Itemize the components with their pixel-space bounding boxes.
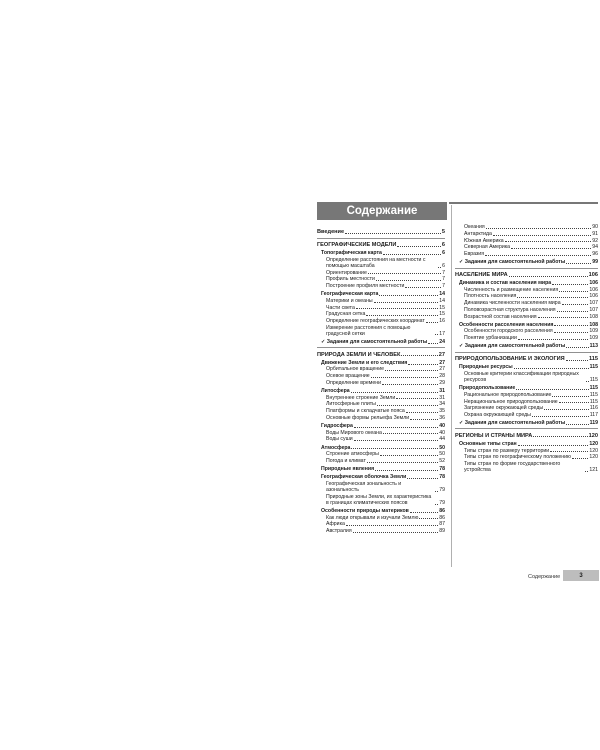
toc-entry-title: Природные ресурсы — [459, 364, 513, 371]
toc-entry[interactable] — [455, 251, 598, 258]
toc-entry-title: ГЕОГРАФИЧЕСКИЕ МОДЕЛИ — [317, 241, 397, 248]
leader-dots — [374, 302, 439, 303]
leader-dots — [419, 518, 438, 519]
toc-entry[interactable] — [455, 441, 598, 448]
toc-entry[interactable] — [317, 444, 445, 451]
toc-entry-page: 106 — [589, 293, 598, 300]
toc-entry-title: Градусная сетка — [326, 311, 366, 318]
toc-entry[interactable] — [455, 280, 598, 287]
toc-entry-page: 15 — [439, 311, 445, 318]
toc-entry-page: 115 — [589, 364, 598, 371]
toc-entry-title: Строение атмосферы — [326, 451, 379, 458]
toc-entry[interactable] — [455, 447, 598, 454]
leader-dots — [559, 291, 588, 292]
leader-dots — [356, 308, 438, 309]
leader-dots — [353, 532, 439, 533]
toc-entry-page: 27 — [439, 359, 445, 366]
toc-entry[interactable] — [455, 313, 598, 320]
toc-entry-page: 27 — [438, 351, 445, 358]
leader-dots — [514, 368, 589, 369]
leader-dots — [566, 263, 591, 264]
toc-entry-page: 15 — [439, 304, 445, 311]
toc-entry[interactable] — [317, 415, 445, 422]
toc-entry[interactable] — [317, 311, 445, 318]
toc-entry-page: 14 — [439, 291, 445, 298]
toc-entry-page: 78 — [439, 474, 445, 481]
toc-entry-title: Топографическая карта — [321, 250, 382, 257]
toc-entry[interactable] — [455, 300, 598, 307]
leader-dots — [351, 392, 439, 393]
leader-dots — [552, 284, 588, 285]
toc-entry-title: Типы стран по форме государственного устройства — [464, 461, 561, 474]
toc-entry-title: Возрастной состав населения — [464, 313, 537, 320]
toc-entry[interactable] — [317, 429, 445, 436]
toc-entry[interactable] — [455, 405, 598, 412]
toc-entry-title: Воды Мирового океана — [326, 429, 382, 436]
leader-dots — [585, 471, 588, 472]
toc-entry-title: Литосфера — [321, 388, 350, 395]
leader-dots — [586, 381, 589, 382]
toc-entry-page: 116 — [589, 405, 598, 412]
leader-dots — [406, 412, 438, 413]
toc-entry[interactable] — [317, 276, 445, 283]
toc-entry-title: Географическая оболочка Земли — [321, 474, 407, 481]
toc-entry[interactable] — [455, 343, 598, 350]
toc-entry[interactable] — [455, 398, 598, 405]
toc-entry-title: Осевое вращение — [326, 373, 370, 380]
toc-entry-page: 96 — [592, 251, 598, 258]
toc-entry[interactable] — [317, 298, 445, 305]
toc-entry-page: 7 — [442, 276, 445, 283]
leader-dots — [505, 241, 592, 242]
leader-dots — [379, 295, 438, 296]
toc-entry-page: 14 — [439, 297, 445, 304]
toc-entry[interactable] — [455, 244, 598, 251]
toc-entry[interactable] — [317, 380, 445, 387]
toc-entry-title: Погода и климат — [326, 457, 366, 464]
toc-entry-page: 115 — [589, 391, 598, 398]
toc-entry[interactable] — [455, 420, 598, 427]
toc-entry[interactable] — [455, 385, 598, 392]
toc-entry[interactable] — [317, 466, 445, 473]
toc-entry-page: 99 — [592, 259, 598, 266]
toc-entry-title: ПРИРОДОПОЛЬЗОВАНИЕ И ЭКОЛОГИЯ — [455, 355, 565, 362]
leader-dots — [532, 416, 589, 417]
toc-entry-page: 27 — [439, 366, 445, 373]
toc-entry-title: Половозрастная структура населения — [464, 306, 556, 313]
toc-entry[interactable] — [455, 287, 598, 294]
toc-entry[interactable] — [455, 364, 598, 371]
toc-entry[interactable] — [455, 224, 598, 231]
toc-entry-title: Загрязнение окружающей среды — [464, 405, 544, 412]
toc-entry[interactable] — [455, 392, 598, 399]
toc-entry-page: 120 — [589, 454, 598, 461]
toc-entry-title: Антарктида — [464, 230, 492, 237]
toc-entry-page: 40 — [439, 422, 445, 429]
toc-entry[interactable] — [317, 283, 445, 290]
leader-dots — [511, 248, 591, 249]
toc-entry-page: 7 — [442, 269, 445, 276]
toc-entry-page: 79 — [439, 487, 445, 494]
toc-entry[interactable] — [455, 259, 598, 266]
toc-entry[interactable] — [317, 394, 445, 401]
toc-entry[interactable] — [317, 360, 445, 367]
toc-entry-page: 24 — [439, 338, 445, 345]
leader-dots — [405, 287, 441, 288]
section-divider — [455, 352, 598, 353]
toc-entry[interactable] — [317, 508, 445, 515]
toc-column-right — [455, 224, 598, 474]
toc-entry-title: Динамика и состав населения мира — [459, 280, 552, 287]
toc-entry[interactable] — [317, 242, 445, 249]
contents-header — [317, 202, 447, 220]
toc-entry-page: 6 — [442, 262, 445, 269]
toc-entry-title: Типы стран по географическому положению — [464, 454, 571, 461]
toc-entry-title: Нерациональное природопользование — [464, 398, 558, 405]
leader-dots — [383, 433, 438, 434]
leader-dots — [438, 267, 441, 268]
toc-entry-title: Гидросфера — [321, 422, 353, 429]
toc-entry[interactable] — [317, 528, 445, 535]
toc-entry-page: 31 — [439, 394, 445, 401]
leader-dots — [435, 334, 438, 335]
toc-entry-title: Построение профиля местности — [326, 283, 405, 290]
toc-entry[interactable] — [455, 237, 598, 244]
toc-entry-page: 86 — [439, 514, 445, 521]
toc-entry-page: 115 — [589, 398, 598, 405]
toc-entry-title: Атмосфера — [321, 444, 351, 451]
toc-entry-title: Северная Америка — [464, 244, 511, 251]
section-divider — [455, 268, 598, 269]
toc-entry-title: Определение географических координат — [326, 317, 425, 324]
toc-entry-title: Основные типы стран — [459, 440, 517, 447]
leader-dots — [572, 458, 588, 459]
toc-entry-page: 115 — [588, 355, 598, 362]
leader-dots — [544, 409, 589, 410]
toc-entry-title: Природные явления — [321, 466, 375, 473]
leader-dots — [408, 364, 438, 365]
leader-dots — [376, 280, 441, 281]
toc-entry-title: Природные зоны Земли, их характеристика в границах климатических поясов — [326, 493, 432, 506]
toc-entry-title: Литосферные плиты — [326, 401, 376, 408]
toc-entry-title: НАСЕЛЕНИЕ МИРА — [455, 271, 508, 278]
toc-entry-page: 7 — [442, 283, 445, 290]
toc-entry-title: Типы стран по размеру территории — [464, 447, 550, 454]
toc-entry-title: Орбитальное вращение — [326, 366, 385, 373]
toc-entry[interactable] — [317, 250, 445, 257]
leader-dots — [533, 436, 587, 437]
toc-entry[interactable] — [455, 231, 598, 238]
leader-dots — [428, 343, 438, 344]
toc-entry[interactable] — [455, 412, 598, 419]
toc-entry-title: Охрана окружающей среды — [464, 411, 531, 418]
toc-entry-title: ✓ Задания для самостоятельной работы — [459, 259, 566, 266]
toc-entry-title: Австралия — [326, 528, 352, 535]
toc-entry-page: 87 — [439, 521, 445, 528]
leader-dots — [554, 332, 589, 333]
toc-entry[interactable] — [455, 272, 598, 279]
toc-entry[interactable] — [317, 514, 445, 521]
toc-entry-title: Африка — [326, 521, 345, 528]
toc-entry-page: 109 — [589, 335, 598, 342]
leader-dots — [346, 525, 438, 526]
toc-entry-page: 120 — [589, 447, 598, 454]
toc-entry-page: 109 — [589, 328, 598, 335]
toc-entry-page: 89 — [439, 528, 445, 535]
leader-dots — [397, 246, 440, 247]
toc-entry-title: Как люди открывали и изучали Землю — [326, 514, 419, 521]
toc-entry-title: Географическая карта — [321, 291, 379, 298]
toc-entry-page: 50 — [439, 444, 445, 451]
toc-entry[interactable] — [317, 451, 445, 458]
footer-label: Содержание — [528, 574, 561, 580]
leader-dots — [396, 398, 438, 399]
toc-entry[interactable] — [317, 408, 445, 415]
leader-dots — [354, 427, 438, 428]
toc-column-left — [317, 226, 445, 535]
toc-entry[interactable] — [455, 307, 598, 314]
section-divider — [455, 428, 598, 429]
toc-entry[interactable] — [455, 356, 598, 363]
toc-entry-page: 50 — [439, 451, 445, 458]
leader-dots — [351, 448, 438, 449]
leader-dots — [517, 297, 588, 298]
toc-entry-page: 29 — [439, 379, 445, 386]
toc-entry[interactable] — [455, 454, 598, 461]
toc-entry-page: 91 — [592, 230, 598, 237]
toc-entry[interactable] — [317, 366, 445, 373]
toc-entry[interactable] — [317, 436, 445, 443]
toc-entry-title: Рациональное природопользование — [464, 391, 552, 398]
leader-dots — [516, 389, 588, 390]
leader-dots — [366, 315, 438, 316]
toc-entry-title: Ориентирование — [326, 269, 367, 276]
toc-entry-title: ПРИРОДА ЗЕМЛИ И ЧЕЛОВЕК — [317, 351, 401, 358]
leader-dots — [435, 491, 438, 492]
leader-dots — [559, 402, 589, 403]
toc-entry-page: 16 — [439, 317, 445, 324]
toc-entry-title: Введение — [317, 229, 345, 236]
toc-entry[interactable] — [455, 371, 598, 384]
toc-entry-page: 31 — [439, 388, 445, 395]
toc-entry-page: 107 — [589, 300, 598, 307]
leader-dots — [380, 455, 438, 456]
leader-dots — [566, 424, 588, 425]
toc-entry-page: 28 — [439, 373, 445, 380]
toc-entry-page: 6 — [442, 250, 445, 257]
toc-entry-title: Динамика численности населения мира — [464, 300, 561, 307]
toc-entry[interactable] — [317, 521, 445, 528]
leader-dots — [375, 470, 438, 471]
toc-entry-page: 44 — [439, 436, 445, 443]
toc-entry-title: Природопользование — [459, 385, 516, 392]
toc-entry-title: Воды суши — [326, 436, 353, 443]
toc-entry-title: Плотность населения — [464, 293, 517, 300]
toc-entry-title: Особенности природы материков — [321, 508, 409, 515]
toc-entry-title: Платформы и складчатые пояса — [326, 408, 405, 415]
toc-entry-title: Географическая зональность и азональность — [326, 480, 402, 494]
toc-entry-title: Части света — [326, 304, 355, 311]
leader-dots — [566, 347, 588, 348]
toc-entry[interactable] — [317, 257, 445, 270]
leader-dots — [518, 339, 589, 340]
toc-entry-page: 121 — [589, 467, 598, 474]
leader-dots — [493, 235, 591, 236]
toc-entry-page: 113 — [589, 343, 598, 350]
toc-entry-page: 35 — [439, 408, 445, 415]
toc-entry[interactable] — [317, 351, 445, 358]
toc-entry-title: Движение Земли и его следствия — [321, 359, 408, 366]
toc-entry-page: 107 — [589, 306, 598, 313]
toc-entry-title: Евразия — [464, 251, 485, 258]
toc-entry-title: Измерение расстояния с помощью градусной сетки — [326, 324, 411, 337]
leader-dots — [554, 325, 588, 326]
toc-entry-title: Понятие урбанизации — [464, 335, 517, 342]
toc-entry-page: 34 — [439, 401, 445, 408]
leader-dots — [435, 504, 438, 505]
leader-dots — [410, 512, 438, 513]
toc-entry[interactable] — [317, 458, 445, 465]
toc-entry-page: 120 — [588, 432, 598, 439]
toc-entry[interactable] — [317, 401, 445, 408]
toc-entry-page: 108 — [589, 313, 598, 320]
leader-dots — [518, 445, 589, 446]
toc-entry-page: 120 — [589, 440, 598, 447]
toc-entry-page: 86 — [439, 508, 445, 515]
page-number: 3 — [579, 572, 583, 579]
leader-dots — [377, 405, 438, 406]
toc-entry[interactable] — [455, 432, 598, 439]
leader-dots — [371, 377, 439, 378]
leader-dots — [410, 419, 438, 420]
toc-entry[interactable] — [317, 373, 445, 380]
toc-entry[interactable] — [317, 304, 445, 311]
toc-entry[interactable] — [317, 324, 445, 337]
toc-entry[interactable] — [317, 474, 445, 481]
toc-entry[interactable] — [317, 423, 445, 430]
toc-entry-title: Численность и размещение населения — [464, 286, 559, 293]
toc-entry-page: 106 — [589, 286, 598, 293]
section-divider — [317, 347, 445, 348]
toc-entry-page: 52 — [439, 457, 445, 464]
leader-dots — [566, 360, 588, 361]
toc-entry[interactable] — [317, 481, 445, 494]
toc-entry[interactable] — [455, 321, 598, 328]
page-number-tab — [563, 570, 599, 581]
toc-entry[interactable] — [317, 493, 445, 506]
toc-entry-title: Основные формы рельефа Земли — [326, 414, 410, 421]
toc-entry-page: 78 — [439, 466, 445, 473]
leader-dots — [345, 233, 441, 234]
toc-entry[interactable] — [317, 388, 445, 395]
toc-entry-page: 17 — [439, 330, 445, 337]
leader-dots — [368, 273, 441, 274]
toc-entry-title: Южная Америка — [464, 237, 504, 244]
toc-entry-title: Профиль местности — [326, 276, 375, 283]
toc-entry-title: Материки и океаны — [326, 297, 373, 304]
leader-dots — [401, 355, 437, 356]
toc-entry-title: Океания — [464, 224, 485, 231]
toc-entry[interactable] — [455, 328, 598, 335]
toc-entry-page: 36 — [439, 414, 445, 421]
toc-entry-page: 40 — [439, 429, 445, 436]
leader-dots — [562, 304, 589, 305]
leader-dots — [538, 317, 589, 318]
leader-dots — [485, 255, 591, 256]
leader-dots — [407, 478, 438, 479]
toc-entry-title: Основные критерии классификации природных ресурсов — [464, 370, 579, 383]
column-divider — [451, 205, 452, 567]
toc-entry-title: ✓ Задания для самостоятельной работы — [459, 343, 566, 350]
toc-entry-page: 115 — [589, 385, 598, 392]
toc-entry-title: ✓ Задания для самостоятельной работы — [459, 420, 566, 427]
toc-entry[interactable] — [455, 335, 598, 342]
toc-entry-page: 90 — [592, 224, 598, 231]
toc-entry-page: 6 — [441, 241, 445, 248]
toc-entry-title: РЕГИОНЫ И СТРАНЫ МИРА — [455, 432, 533, 439]
leader-dots — [550, 451, 588, 452]
toc-entry-page: 92 — [592, 237, 598, 244]
toc-entry[interactable] — [317, 339, 445, 346]
contents-title: Содержание — [346, 205, 418, 217]
leader-dots — [354, 440, 439, 441]
toc-entry[interactable] — [317, 291, 445, 298]
toc-entry[interactable] — [455, 293, 598, 300]
leader-dots — [383, 254, 441, 255]
section-divider — [317, 238, 445, 239]
leader-dots — [552, 396, 588, 397]
toc-entry-title: ✓ Задания для самостоятельной работы — [321, 338, 428, 345]
leader-dots — [486, 228, 592, 229]
toc-entry-title: Особенности городского расселения — [464, 328, 553, 335]
toc-entry-page: 106 — [588, 271, 598, 278]
toc-entry[interactable] — [317, 229, 445, 236]
leader-dots — [509, 276, 588, 277]
toc-entry-title: Внутреннее строение Земли — [326, 394, 396, 401]
toc-entry-title: Определение расстояния на местности с помощью масштаба — [326, 256, 426, 269]
toc-entry-page: 117 — [589, 411, 598, 418]
leader-dots — [367, 462, 438, 463]
toc-entry-page: 79 — [439, 499, 445, 506]
leader-dots — [385, 370, 438, 371]
toc-entry-page: 106 — [589, 280, 598, 287]
leader-dots — [382, 384, 438, 385]
header-rule — [449, 202, 598, 204]
toc-entry-page: 94 — [592, 244, 598, 251]
toc-entry-page: 119 — [589, 420, 598, 427]
toc-entry-title: Особенности расселения населения — [459, 321, 554, 328]
toc-entry[interactable] — [317, 318, 445, 325]
leader-dots — [557, 311, 589, 312]
toc-entry-page: 115 — [589, 376, 598, 383]
toc-entry-page: 108 — [589, 321, 598, 328]
leader-dots — [426, 322, 438, 323]
toc-entry[interactable] — [455, 461, 598, 474]
toc-entry[interactable] — [317, 269, 445, 276]
toc-entry-title: Определение времени — [326, 379, 381, 386]
toc-entry-page: 5 — [441, 229, 445, 236]
